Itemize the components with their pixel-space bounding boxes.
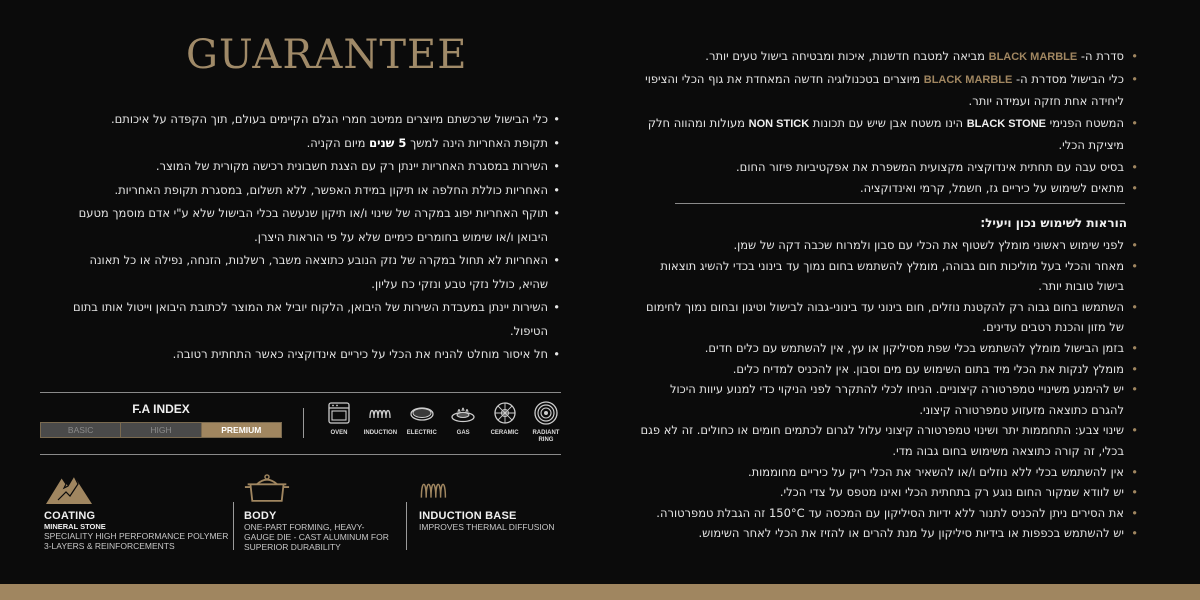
cooktop-label: CERAMIC (490, 430, 519, 436)
cooktop-oven (320, 400, 358, 444)
item-text: מיום הקניה. (306, 135, 370, 150)
item-text: מעולות ומהווה חלק מיציקת הכלי. (647, 115, 1124, 152)
marble-features-list (640, 46, 1138, 200)
page-title: GUARANTEE (186, 32, 468, 78)
fa-index-title: F.A INDEX (132, 402, 190, 416)
feature-induction-base (419, 470, 584, 532)
cooktop-label: ELECTRIC (406, 430, 437, 436)
divider (303, 408, 304, 438)
divider (40, 392, 561, 393)
cooktop-label: RADIANT RING (532, 430, 560, 443)
guarantee-item: • כלי הבישול שרכשתם מיוצרים ממיטב חמרי הגלם הקיימים בעולם, תוך הקפדה על איכותם. (60, 108, 560, 132)
cooktop-label: GAS (456, 430, 470, 436)
howto-item: • אין להשתמש בכלי ללא נוזלים ו/או להשאיר את הכלי ריק על כיריים מחוממות. (640, 462, 1138, 483)
item-text: תקופת האחריות הינה למשך (406, 135, 548, 150)
gas-icon (450, 400, 476, 426)
footer-bar (0, 584, 1200, 600)
guarantee-item: • האחריות כוללת החלפה או תיקון במידת האפשר, ללא תשלום, במסגרת תקופת האחריות. (60, 179, 560, 203)
features (44, 470, 584, 560)
item-text: מביאה למטבח חדשנות, איכות ומבטיחה בישול טעים יותר. (705, 49, 989, 63)
marble-feature-item: • מתאים לשימוש על כיריים גז, חשמל, קרמי ואינדוקציה. (640, 178, 1138, 200)
marble-feature-item (640, 69, 1138, 113)
feature-body (244, 470, 394, 552)
fa-level-basic: BASIC (41, 423, 121, 437)
mountain-icon (44, 470, 94, 506)
coil-icon (419, 470, 459, 506)
item-text: הינו משטח אבן שיש עם תכונות (809, 115, 967, 130)
feature-title: COATING (44, 510, 96, 522)
emphasis-text: BLACK MARBLE (988, 51, 1078, 63)
marble-feature-item (640, 113, 1138, 157)
emphasis-text: NON STICK (748, 117, 810, 130)
electric-icon (409, 400, 435, 426)
induction-icon (367, 400, 393, 426)
feature-coating (44, 470, 234, 551)
oven-icon (326, 400, 352, 426)
feature-text: SPECIALITY HIGH PERFORMANCE POLYMER 3-LAYERS & REINFORCEMENTS (44, 531, 229, 551)
item-text: כלי הבישול מסדרת ה- (1012, 71, 1124, 86)
howto-item: • השתמשו בחום גבוה רק להקטנת נוזלים, חום בינוני עד בינוני-גבוה לבישול וטיגון ובחום נמוך לחימום של מזון והכנת רטבים עדינים. (640, 297, 1138, 338)
howto-item: • לפני שימוש ראשוני מומלץ לשטוף את הכלי עם סבון ולמרוח שכבה דקה של שמן. (640, 235, 1138, 256)
item-text: סדרת ה- (1077, 49, 1124, 63)
emphasis-text: BLACK STONE (966, 117, 1046, 130)
guarantee-item: • האחריות לא תחול במקרה של נזק הנובע כתוצאה משבר, רשלנות, הזנחה, נפילה או כל תאונה שהיא, כולל נזקי טבע ונזקי כח עליון. (60, 249, 560, 296)
cooktop-ceramic (486, 400, 524, 444)
guarantee-item: • השירות במסגרת האחריות יינתן רק עם הצגת חשבונית רכישה מקורית של המוצר. (60, 155, 560, 179)
marble-feature-item: • בסיס עבה עם תחתית אינדוקציה מקצועית המשפרת את אפקטיביות פיזור החום. (640, 157, 1138, 179)
divider (233, 502, 234, 550)
item-text: המשטח הפנימי (1045, 115, 1124, 130)
cooktop-label: OVEN (330, 430, 348, 436)
guarantee-item: • חל איסור מוחלט להניח את הכלי על כיריים אינדוקציה כאשר התחתית רטובה. (60, 343, 560, 367)
cooktop-electric (403, 400, 441, 444)
feature-title: INDUCTION BASE (419, 510, 517, 522)
marble-feature-item (640, 46, 1138, 69)
feature-text: IMPROVES THERMAL DIFFUSION (419, 522, 555, 532)
item-text: מיוצרים בטכנולוגיה חדשה המאחדת את גוף הכלי והציפוי ליחידה אחת חזקה ועמידה יותר. (645, 71, 1124, 108)
fa-level-high: HIGH (121, 423, 201, 437)
divider (675, 203, 1125, 204)
guarantee-item (60, 132, 560, 156)
howto-list (640, 235, 1138, 544)
radiant-ring-icon (533, 400, 559, 426)
emphasis-text: 5 שנים (369, 135, 407, 150)
howto-item: • את הסירים ניתן להכניס לתנור ללא ידיות הסיליקון עם המכסה עד 150°C זה הגבלת טמפרטורה. (640, 503, 1138, 524)
feature-title: BODY (244, 510, 277, 522)
howto-item: • בזמן הבישול מומלץ להשתמש בכלי שפת מסיליקון או עץ, אין להשתמש עם כלים חדים. (640, 338, 1138, 359)
cooktop-radiant-ring (527, 400, 565, 444)
howto-title: הוראות לשימוש נכון ויעיל: (980, 216, 1127, 230)
howto-item: • שינוי צבע: התחממות יתר ושינוי טמפרטורה קיצוני עלול לגרום לכתמים חומים או כחולים. זה לא פגם בכלי, זה קורה כתוצאה משימוש בחום גבוה מדי. (640, 420, 1138, 461)
pot-icon (244, 470, 290, 506)
feature-text: ONE-PART FORMING, HEAVY-GAUGE DIE - CAST ALUMINUM FOR SUPERIOR DURABILITY (244, 522, 389, 552)
divider (406, 502, 407, 550)
cooktop-gas (444, 400, 482, 444)
howto-item: • יש להימנע משינויי טמפרטורה קיצוניים. הניחו לכלי להתקרר לפני הניקוי כדי למנוע עיוות היכול להגרם כתוצאה מזעזוע טמפרטורה קיצוני. (640, 379, 1138, 420)
fa-index-scale (40, 422, 282, 438)
cooktop-icons (320, 400, 565, 444)
guarantee-item: • תוקף האחריות יפוג במקרה של שינוי ו/או תיקון שנעשה בכלי הבישול שלא ע"י אדם מוסמך מטעם היבואן ו/או שימוש בחומרים כימיים שלא על פי הוראות היצרן. (60, 202, 560, 249)
guarantee-list (60, 108, 560, 367)
emphasis-text: BLACK MARBLE (923, 73, 1013, 86)
fa-level-premium: PREMIUM (202, 423, 281, 437)
howto-item: • מומלץ לנקות את הכלי מיד בתום השימוש עם מים וסבון. אין להכניס למדיח כלים. (640, 359, 1138, 380)
divider (40, 454, 561, 455)
feature-subtitle: MINERAL STONE (44, 522, 106, 531)
cooktop-label: INDUCTION (363, 430, 398, 436)
howto-item: • מאחר והכלי בעל מוליכות חום גבוהה, מומלץ להשתמש בחום נמוך עד בינוני בכדי להשיג תוצאות בישול טובות יותר. (640, 256, 1138, 297)
ceramic-icon (492, 400, 518, 426)
howto-item: • יש להשתמש בכפפות או בידיות סיליקון על מנת להרים או להזיז את הכלי לאחר השימוש. (640, 523, 1138, 544)
guarantee-item: • השירות יינתן במעבדת השירות של היבואן, הלקוח יוביל את המוצר לכתובת היבואן וייטול אותו בתום הטיפול. (60, 296, 560, 343)
howto-item: • יש לוודא שמקור החום נוגע רק בתחתית הכלי ואינו מטפס על צדי הכלי. (640, 482, 1138, 503)
cooktop-induction (361, 400, 399, 444)
